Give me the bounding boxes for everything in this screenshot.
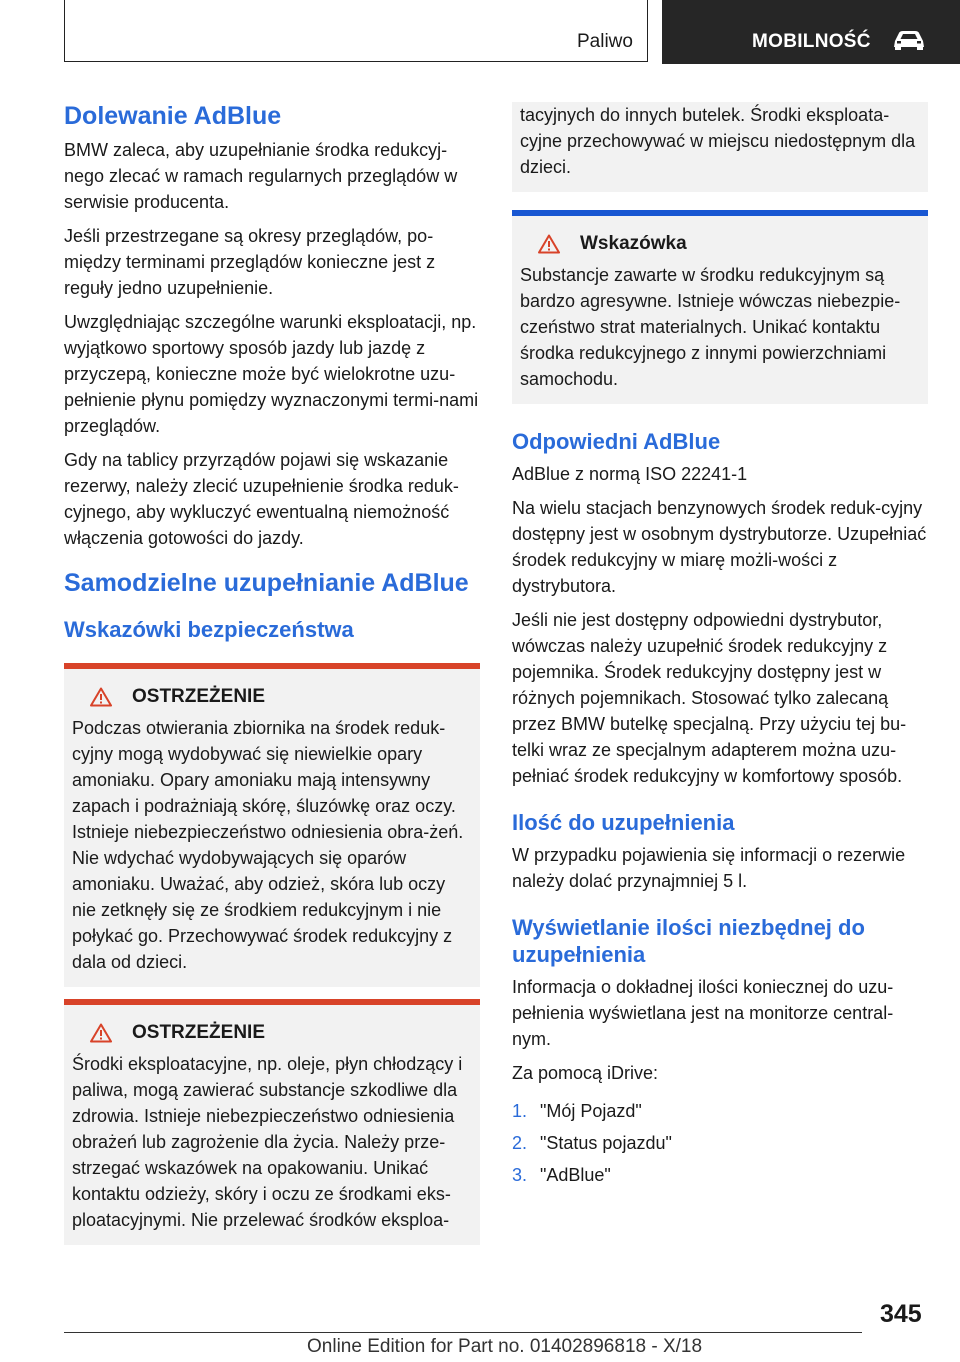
list-item	[512, 1130, 928, 1156]
note-title: Wskazówka	[580, 233, 687, 254]
heading-self-refill: Samodzielne uzupełnianie AdBlue	[64, 569, 469, 597]
car-icon	[891, 28, 927, 50]
paragraph: Za pomocą iDrive:	[512, 1063, 659, 1083]
warning-text: tacyjnych do innych butelek. Środki eksploata‐cyjne przechowywać w miejscu niedostępnym dla dzieci.	[520, 105, 916, 177]
paragraph: Na wielu stacjach benzynowych środek reduk‐cyjny dostępny jest w osobnym dystrybutorze. Uzupełniać środek redukcyjny w miarę możli‐wości z dystrybutora.	[512, 498, 927, 596]
list-item	[512, 1098, 928, 1124]
heading-safety-notes: Wskazówki bezpieczeństwa	[64, 617, 354, 642]
heading-refill-adblue: Dolewanie AdBlue	[64, 102, 282, 130]
footer-edition: Online Edition for Part no. 01402896818 - X/18	[307, 1336, 703, 1357]
right-column	[512, 102, 928, 1194]
note-text: Substancje zawarte w środku redukcyjnym są bardzo agresywne. Istnieje wówczas niebezpie‐czeństwo strat materialnych. Unikać kontaktu środka redukcyjnego z innymi powierzchniami samochodu.	[520, 265, 901, 389]
step-text: "AdBlue"	[540, 1165, 611, 1185]
step-number: 3.	[512, 1165, 528, 1185]
heading-amount: Ilość do uzupełnienia	[512, 810, 735, 835]
page-number: 345	[880, 1300, 922, 1328]
note-box	[512, 210, 928, 404]
left-column	[64, 102, 480, 1245]
warning-box-fluids	[64, 999, 480, 1245]
header-frame	[64, 0, 648, 62]
warning-triangle-icon	[538, 234, 560, 254]
paragraph: W przypadku pojawienia się informacji o rezerwie należy dolać przynajmniej 5 l.	[512, 845, 906, 891]
warning-triangle-icon	[90, 1023, 112, 1043]
paragraph: Informacja o dokładnej ilości koniecznej do uzu‐pełnienia wyświetlana jest na monitorze central‐nym.	[512, 977, 894, 1049]
header-chapter-label: MOBILNOŚĆ	[752, 31, 871, 52]
idrive-steps-list	[512, 1098, 928, 1188]
step-text: "Status pojazdu"	[540, 1133, 672, 1153]
warning-box-ammonia	[64, 663, 480, 987]
warning-text: Podczas otwierania zbiornika na środek reduk‐cyjny mogą wydobywać się niewielkie opary amoniaku. Opary amoniaku mają intensywny zapach i podrażniają skórę, śluzówkę oraz oczy. Istnieje niebezpieczeństwo odniesienia obra‐żeń. Nie wdychać wydobywających się oparów amoniaku. Uważać, aby odzież, skóra lub oczy nie zetknęły się ze środkiem redukcyjnym i nie połykać go. Przechowywać środek redukcyjny z dala od dzieci.	[72, 718, 464, 972]
step-number: 1.	[512, 1101, 528, 1121]
list-item	[512, 1162, 928, 1188]
warning-title: OSTRZEŻENIE	[132, 1022, 266, 1043]
warning-text: Środki eksploatacyjne, np. oleje, płyn chłodzący i paliwa, mogą zawierać substancje szkodliwe dla zdrowia. Istnieje niebezpieczeństwo odniesienia obrażeń lub zagrożenie dla życia. Należy prze‐strzegać wskazówek na opakowaniu. Unikać kontaktu odzieży, skóry i oczu ze środkami eks‐ploatacyjnymi. Nie przelewać środków eksploa‐	[72, 1054, 463, 1230]
paragraph: BMW zaleca, aby uzupełnianie środka redukcyj‐nego zlecać w ramach regularnych przeglądów w serwisie producenta.	[64, 140, 458, 212]
step-number: 2.	[512, 1133, 528, 1153]
warning-triangle-icon	[90, 687, 112, 707]
warning-box-fluids-continued	[512, 102, 928, 192]
footer-divider	[64, 1332, 862, 1333]
paragraph: Jeśli przestrzegane są okresy przeglądów, po‐między terminami przeglądów konieczne jest z reguły jedno uzupełnienie.	[64, 226, 436, 298]
paragraph: AdBlue z normą ISO 22241-1	[512, 464, 748, 484]
warning-title: OSTRZEŻENIE	[132, 686, 266, 707]
header-section-title: Paliwo	[577, 31, 633, 52]
paragraph: Uwzględniając szczególne warunki eksploatacji, np. wyjątkowo sportowy sposób jazdy lub jazdę z przyczepą, konieczne może być wielokrotne uzu‐pełnienie płynu pomiędzy wyznaczonymi termi‐nami przeglądów.	[64, 312, 479, 436]
paragraph: Jeśli nie jest dostępny odpowiedni dystrybutor, wówczas należy uzupełnić środek redukcyjny z pojemnika. Środek redukcyjny dostępny jest w różnych pojemnikach. Stosować tylko zalecaną przez BMW butelkę specjalną. Przy użyciu tej bu‐telki wraz ze specjalnym adapterem można uzu‐pełniać środek redukcyjny w komfortowy sposób.	[512, 610, 907, 786]
paragraph: Gdy na tablicy przyrządów pojawi się wskazanie rezerwy, należy zlecić uzupełnienie środka reduk‐cyjnego, aby wykluczyć ewentualną niemożność włączenia gotowości do jazdy.	[64, 450, 459, 548]
header-chapter-tab	[662, 0, 960, 64]
heading-display-amount: Wyświetlanie ilości niezbędnej do uzupełnienia	[512, 915, 865, 967]
heading-suitable-adblue: Odpowiedni AdBlue	[512, 429, 721, 454]
step-text: "Mój Pojazd"	[540, 1101, 642, 1121]
